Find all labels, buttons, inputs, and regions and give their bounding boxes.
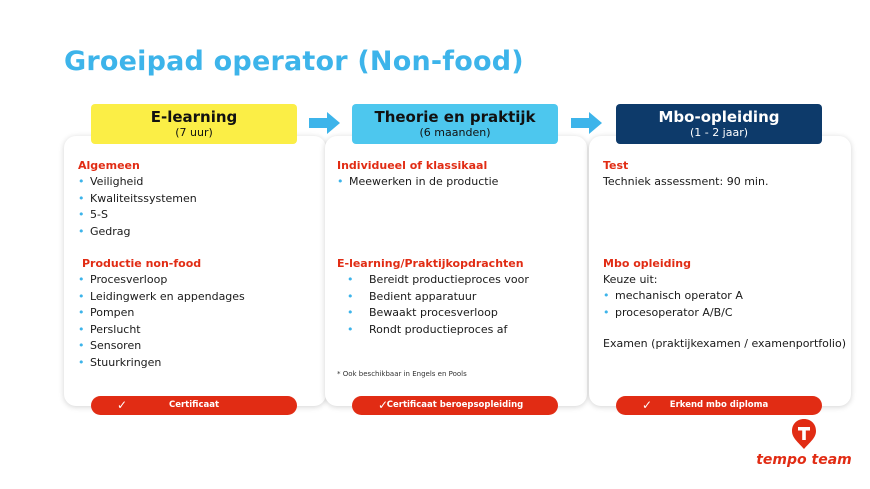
- header-duration: (7 uur): [175, 126, 213, 139]
- bullet-icon: •: [78, 208, 85, 221]
- check-icon: ✓: [117, 398, 128, 412]
- list-item: • Procesverloop: [78, 272, 245, 289]
- header-duration: (6 maanden): [419, 126, 491, 139]
- list-item: • Meewerken in de productie: [337, 174, 498, 191]
- section-heading: E-learning/Praktijkopdrachten: [337, 257, 524, 270]
- header-title: Mbo-opleiding: [658, 108, 780, 126]
- bullet-icon: •: [78, 191, 85, 205]
- list-item: • Veiligheid: [78, 174, 197, 191]
- check-icon: ✓: [378, 398, 389, 412]
- mbo-diploma-button[interactable]: [616, 396, 822, 415]
- button-label: Certificaat: [168, 400, 220, 410]
- section-heading: Productie non-food: [82, 257, 202, 270]
- bullet-icon: •: [347, 273, 354, 286]
- bullet-icon: •: [347, 289, 354, 303]
- card-e-learning: [64, 136, 326, 406]
- tempo-team-logo: [754, 416, 854, 474]
- choice-label: Keuze uit:: [603, 273, 658, 286]
- bullet-icon: •: [78, 322, 85, 336]
- section-heading: Test: [603, 159, 629, 172]
- header-e-learning: [91, 104, 297, 144]
- bullet-icon: •: [603, 305, 610, 319]
- bullet-icon: •: [603, 289, 610, 302]
- button-label: Erkend mbo diploma: [669, 400, 769, 410]
- certificate-button[interactable]: [91, 396, 297, 415]
- header-title: Theorie en praktijk: [374, 108, 536, 126]
- list-item: • Leidingwerk en appendages: [78, 289, 245, 306]
- list-item: • Sensoren: [78, 338, 245, 355]
- list-item: • Stuurkringen: [78, 355, 245, 372]
- card-mbo-opleiding: [589, 136, 851, 406]
- list-item: • Rondt productieproces af: [337, 322, 529, 339]
- header-duration: (1 - 2 jaar): [689, 126, 749, 139]
- list-item: • Bewaakt procesverloop: [337, 305, 529, 322]
- column-mbo-opleiding: [589, 104, 851, 422]
- list: [78, 174, 197, 240]
- list: [337, 272, 529, 338]
- button-label: Certificaat beroepsopleiding: [386, 400, 524, 410]
- list: [603, 288, 743, 321]
- column-e-learning: [64, 104, 326, 422]
- list-item: • 5-S: [78, 207, 197, 224]
- check-icon: ✓: [642, 398, 653, 412]
- bullet-icon: •: [337, 175, 344, 188]
- list-item: • Bereidt productieproces voor: [337, 272, 529, 289]
- section-heading: Individueel of klassikaal: [337, 159, 488, 172]
- card-theorie-praktijk: [325, 136, 587, 406]
- bullet-icon: •: [78, 306, 85, 319]
- list-item: • Kwaliteitssystemen: [78, 191, 197, 208]
- footnote: * Ook beschikbaar in Engels en Pools: [337, 370, 467, 378]
- bullet-icon: •: [78, 224, 85, 238]
- list-item: • Perslucht: [78, 322, 245, 339]
- logo-text: tempo team: [756, 452, 852, 468]
- bullet-icon: •: [347, 306, 354, 319]
- list-item: • procesoperator A/B/C: [603, 305, 743, 322]
- bullet-icon: •: [78, 175, 85, 188]
- list-item: • mechanisch operator A: [603, 288, 743, 305]
- bullet-icon: •: [78, 339, 85, 352]
- bullet-icon: •: [78, 355, 85, 369]
- header-theorie-praktijk: [352, 104, 558, 144]
- bullet-icon: •: [78, 273, 85, 286]
- list: [337, 174, 498, 191]
- list-item: • Bedient apparatuur: [337, 289, 529, 306]
- column-theorie-praktijk: [325, 104, 587, 422]
- exam-description: Examen (praktijkexamen / examenportfolio): [603, 337, 847, 350]
- page-title: Groeipad operator (Non-food): [64, 46, 524, 77]
- header-mbo-opleiding: [616, 104, 822, 144]
- section-heading: Algemeen: [78, 159, 140, 172]
- list-item: • Gedrag: [78, 224, 197, 241]
- section-heading: Mbo opleiding: [603, 257, 691, 270]
- tempo-team-logo-icon: [790, 418, 818, 450]
- bullet-icon: •: [78, 289, 85, 303]
- test-description: Techniek assessment: 90 min.: [603, 175, 769, 188]
- list-item: • Pompen: [78, 305, 245, 322]
- header-title: E-learning: [150, 108, 238, 126]
- certificate-vocational-button[interactable]: [352, 396, 558, 415]
- list: [78, 272, 245, 371]
- bullet-icon: •: [347, 322, 354, 336]
